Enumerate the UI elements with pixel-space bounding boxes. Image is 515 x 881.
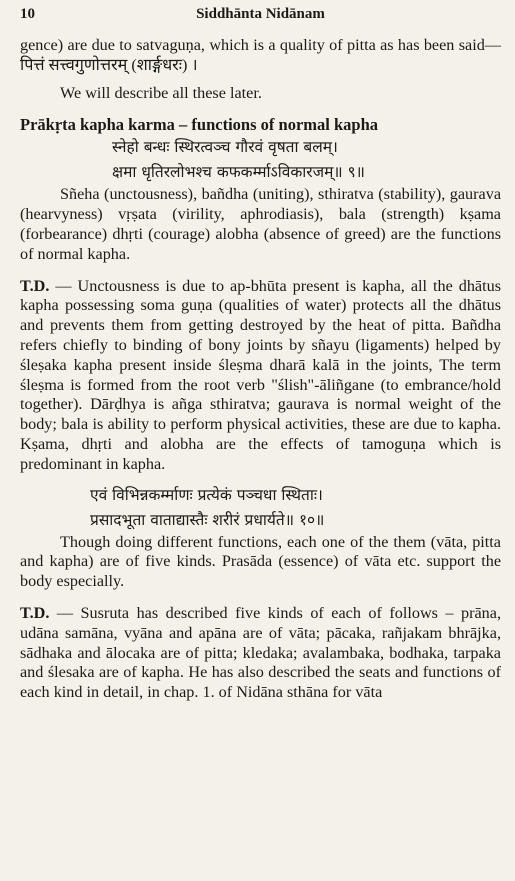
commentary-label: T.D. [20, 603, 50, 622]
verse-9-line-1: स्नेहो बन्धः स्थिरत्वञ्च गौरवं वृषता बलम्। [112, 138, 338, 157]
running-title: Siddhānta Nidānam [196, 6, 325, 22]
commentary-verse-9 [20, 277, 501, 475]
commentary-text: — Unctousness is due to ap-bhūta present is kapha, all the dhātus kapha possessing soma guṇa (qualities of water) protects all the dhātus and prevents them from getting destroyed by the heat of pitta. Bañdha refers chiefly to binding of bony joints by sñayu (ligaments) helped by śleṣaka kapha present inside śleṣma dharā kalā in the joints, The term śleṣma is formed from the root verb "ślish"-āliñgane (to embrance/hold together). Dārḍhya is añga sthiratva; gaurava is normal weight of the body; bala is ability to perform physical activities, these are due to kapha. Kṣama, dhṛti and alobha are the effects of tamoguṇa which is predominant in kapha. [20, 276, 501, 473]
page-number: 10 [20, 6, 35, 22]
verse-9-line-2: क्षमा धृतिरलोभश्च कफकर्म्माऽविकारजम्॥ ९॥ [112, 163, 365, 182]
verse-10-line-2: प्रसादभूता वाताद्यास्तैः शरीरं प्रधार्यते॥ १०॥ [90, 510, 325, 529]
translation-verse-9: Sñeha (unctousness), bañdha (uniting), sthiratva (stability), gaurava (hearvyness) vṛṣata (virility, aphrodiasis), bala (strength) kṣama (forbearance) dhṛti (courage) alobha (absence of greed) are the functions of normal kapha. [20, 185, 501, 263]
commentary-text: — Susruta has described five kinds of each of follows – prāna, udāna samāna, vyāna and apāna are of vāta; pācaka, rañjakam bhrājka, sādhaka and ālocaka are of pitta; kledaka; avalambaka, bodhaka, tarpaka and ślesaka are of kapha. He has also described the seats and functions of each kind in detail, in chap. 1. of Nidāna sthāna for vāta [20, 603, 501, 702]
paragraph-continuation: gence) are due to satvaguṇa, which is a quality of pitta as has been said— पित्तं सत्त्वगुणोत्तरम् (शार्ङ्गधरः) । [20, 36, 501, 74]
commentary-label: T.D. [20, 276, 50, 295]
section-heading: Prākṛta kapha karma – functions of normal kapha [20, 115, 378, 135]
verse-10-line-1: एवं विभिन्नकर्म्माणः प्रत्येकं पञ्चधा स्थिताः। [90, 485, 323, 504]
commentary-verse-10 [20, 604, 501, 703]
paragraph-note: We will describe all these later. [60, 83, 262, 102]
page-header [20, 6, 501, 36]
translation-verse-10: Though doing different functions, each one of the them (vāta, pitta and kapha) are of five kinds. Prasāda (essence) of vāta etc. support the body especially. [20, 532, 501, 591]
